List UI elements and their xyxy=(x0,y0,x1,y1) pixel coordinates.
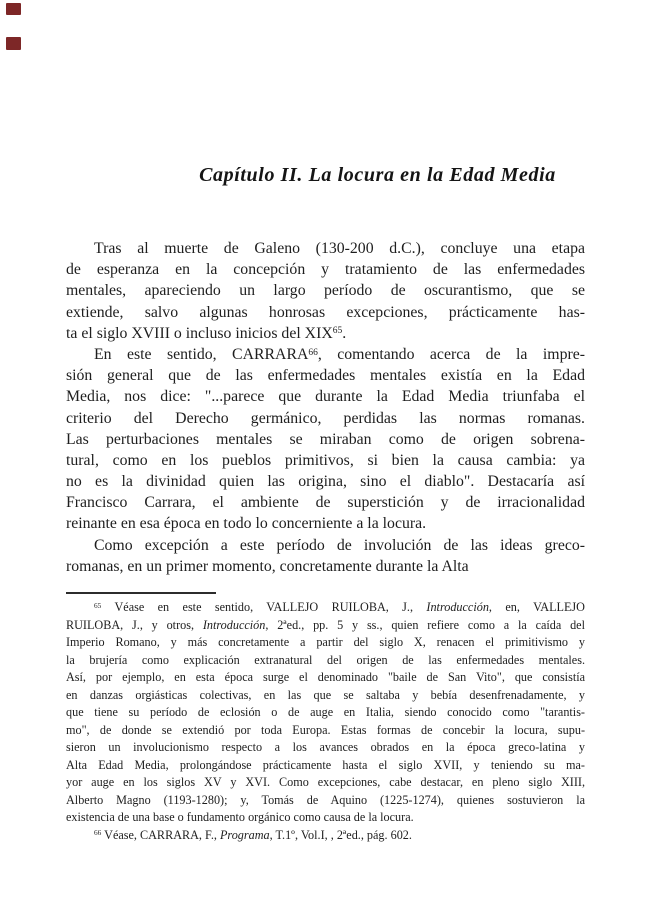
footnote-text-line: Imperio Romano, y más concretamente a partir del siglo X, renacen el primitivismo y xyxy=(66,635,585,649)
footnote-text-line: mo", de donde se extendió por toda Europa. Estas formas de concebir la locura, supu- xyxy=(66,722,585,737)
body-text-line: En este sentido, CARRARA$^{66}$, comentando acerca de la impre- xyxy=(94,345,585,363)
body-text-line: criterio del Derecho germánico, perdidas las normas romanas. xyxy=(66,409,585,427)
footnote-text-line: en danzas orgiásticas colectivas, en las que se saltaba y bebía desenfrenadamente, y xyxy=(66,687,585,702)
body-text-line: extiende, salvo algunas honrosas excepciones, prácticamente has- xyxy=(66,303,585,321)
footnote-text-line: sieron un involucionismo respecto a los avances obrados en la época greco-latina y xyxy=(66,740,585,754)
footnotes-block xyxy=(66,599,585,844)
body-text-line: de esperanza en la concepción y tratamiento de las enfermedades xyxy=(66,261,585,279)
footnote-separator-rule xyxy=(66,592,216,594)
footnote-text-line: la brujería como explicación extranatural del origen de las enfermedades mentales. xyxy=(66,652,585,667)
footnote-text-line: que tiene su período de eclosión o de auge en Italia, siendo conocido como "tarantis- xyxy=(66,705,585,719)
footnote-text-line: RUILOBA, J., y otros, Introducción, 2ªed., pp. 5 y ss., quien refiere como a la caída del xyxy=(66,617,585,632)
body-text-line: romanas, en un primer momento, concretamente durante la Alta xyxy=(66,557,469,575)
footnote-text-line: Alta Edad Media, prolongándose prácticamente hasta el siglo XVII, y teniendo su ma- xyxy=(66,757,585,772)
footnote-text-line: existencia de una base o fundamento orgánico como causa de la locura. xyxy=(66,810,414,824)
body-text-block xyxy=(66,238,585,577)
body-text-line: sión general que de las enfermedades mentales existía en la Edad xyxy=(66,367,585,385)
footnote-text-line: Alberto Magno (1193-1280); y, Tomás de Aquino (1225-1274), quienes sostuvieron la xyxy=(66,792,585,807)
body-text-line: no es la divinidad quien las origina, sino el diablo". Destacaría así xyxy=(66,473,585,491)
body-text-line: Francisco Carrara, el ambiente de superstición y de irracionalidad xyxy=(66,494,585,512)
body-text-line: Las perturbaciones mentales se miraban como de origen sobrena- xyxy=(66,430,585,448)
red-scan-mark-bottom xyxy=(6,37,21,50)
body-text-line: Como excepción a este período de involución de las ideas greco- xyxy=(94,536,585,554)
body-text-line: tural, como en los pueblos primitivos, si bien la causa cambia: ya xyxy=(66,451,585,469)
footnote-text-line: $^{65}$ Véase en este sentido, VALLEJO RUILOBA, J., Introducción, en, VALLEJO xyxy=(94,600,585,614)
body-text-line: ta el siglo XVIII o incluso inicios del XIX$^{65}$. xyxy=(66,324,347,342)
chapter-title: Capítulo II. La locura en la Edad Media xyxy=(199,164,556,186)
footnote-text-line: yor auge en los siglos XV y XVI. Como excepciones, cabe destacar, en pleno siglo XIII, xyxy=(66,775,585,789)
body-text-line: reinante en esa época en todo lo concerniente a la locura. xyxy=(66,515,427,533)
body-text-line: Media, nos dice: "...parece que durante la Edad Media triunfaba el xyxy=(66,388,585,406)
body-text-line: Tras al muerte de Galeno (130-200 d.C.), concluye una etapa xyxy=(94,240,585,257)
footnote-text-line: Así, por ejemplo, en esta época surge el denominado "baile de San Vito", que consistía xyxy=(66,670,585,684)
footnote-text-line: $^{66}$ Véase, CARRARA, F., Programa, T.1º, Vol.I, , 2ªed., pág. 602. xyxy=(94,827,412,842)
body-text-line: mentales, apareciendo un largo período de oscurantismo, que se xyxy=(66,282,585,300)
red-scan-mark-top xyxy=(6,3,21,15)
